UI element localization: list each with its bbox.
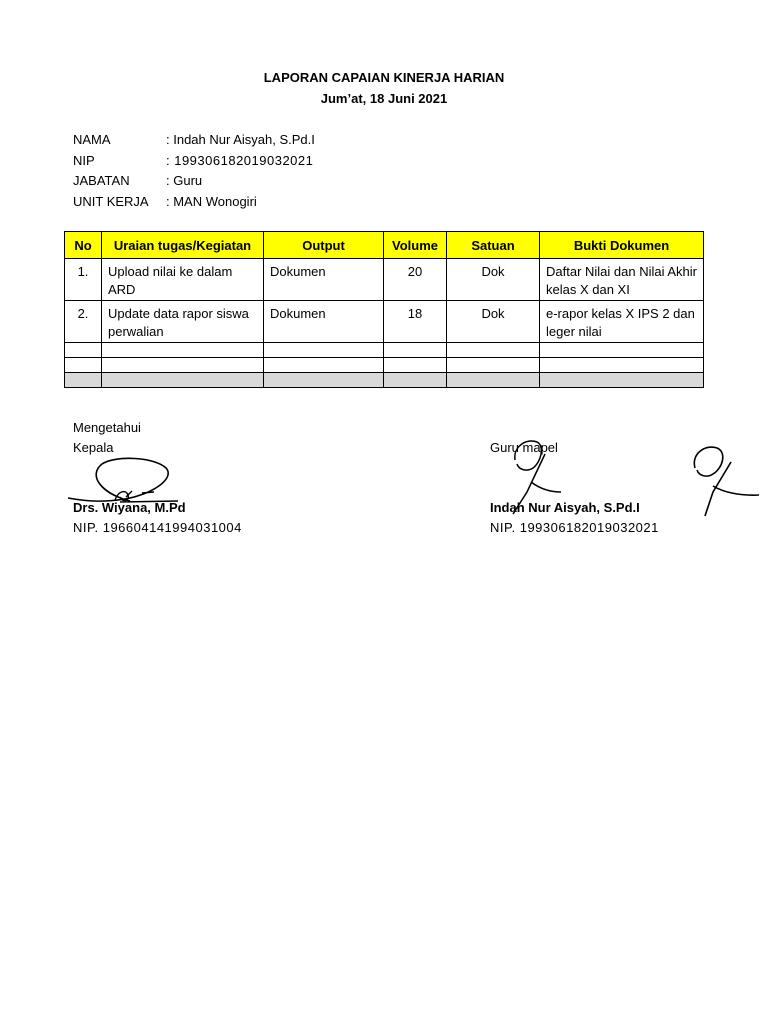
caption-mengetahui: Mengetahui	[73, 420, 141, 435]
info-value: : Indah Nur Aisyah, S.Pd.I	[166, 132, 315, 147]
info-label: JABATAN	[73, 173, 130, 188]
employee-info	[73, 130, 315, 212]
nip-kepala	[73, 518, 242, 538]
nip-guru	[490, 518, 659, 538]
report-title: LAPORAN CAPAIAN KINERJA HARIAN	[263, 70, 505, 85]
info-row-unit-kerja	[73, 192, 315, 213]
cell-output: Dokumen	[264, 259, 384, 301]
table-row	[65, 259, 704, 301]
table-row	[65, 301, 704, 343]
info-label: NAMA	[73, 132, 111, 147]
cell-no: 1.	[65, 259, 102, 301]
cell-uraian: Update data rapor siswa perwalian	[102, 301, 264, 343]
cell-volume: 18	[384, 301, 447, 343]
name-kepala-text: Drs. Wiyana, M.Pd	[73, 500, 186, 515]
name-guru	[490, 498, 640, 518]
cell-volume: 20	[384, 259, 447, 301]
info-label: UNIT KERJA	[73, 193, 149, 209]
header-uraian: Uraian tugas/Kegiatan	[102, 232, 264, 259]
info-value: : 199306182019032021	[166, 152, 314, 168]
cell-satuan: Dok	[447, 259, 540, 301]
table-row-empty	[65, 343, 704, 358]
header-bukti: Bukti Dokumen	[540, 232, 704, 259]
name-kepala	[73, 498, 186, 518]
info-value: : MAN Wonogiri	[166, 193, 257, 209]
table-row-empty	[65, 358, 704, 373]
caption-kepala: Kepala	[73, 440, 114, 455]
cell-bukti: Daftar Nilai dan Nilai Akhir kelas X dan XI	[540, 259, 704, 301]
report-date: Jum’at, 18 Juni 2021	[320, 91, 448, 106]
cell-output: Dokumen	[264, 301, 384, 343]
header-no: No	[65, 232, 102, 259]
nip-guru-text: NIP. 199306182019032021	[490, 520, 659, 535]
table-header-row	[65, 232, 704, 259]
cell-bukti: e-rapor kelas X IPS 2 dan leger nilai	[540, 301, 704, 343]
signature-guru-extra	[683, 440, 763, 520]
cell-no: 2.	[65, 301, 102, 343]
info-label: NIP	[73, 152, 95, 168]
signature-block-left	[73, 418, 141, 458]
table-row-empty	[65, 373, 704, 388]
info-row-nip	[73, 151, 315, 172]
caption-guru-mapel: Guru mapel	[490, 440, 558, 455]
cell-satuan: Dok	[447, 301, 540, 343]
info-row-jabatan	[73, 171, 315, 192]
info-value: : Guru	[166, 173, 203, 188]
nip-kepala-text: NIP. 196604141994031004	[73, 520, 242, 535]
header-volume: Volume	[384, 232, 447, 259]
header-satuan: Satuan	[447, 232, 540, 259]
cell-uraian: Upload nilai ke dalam ARD	[102, 259, 264, 301]
info-row-nama	[73, 130, 315, 151]
header-output: Output	[264, 232, 384, 259]
name-guru-text: Indah Nur Aisyah, S.Pd.I	[490, 500, 640, 515]
performance-table	[64, 231, 704, 388]
